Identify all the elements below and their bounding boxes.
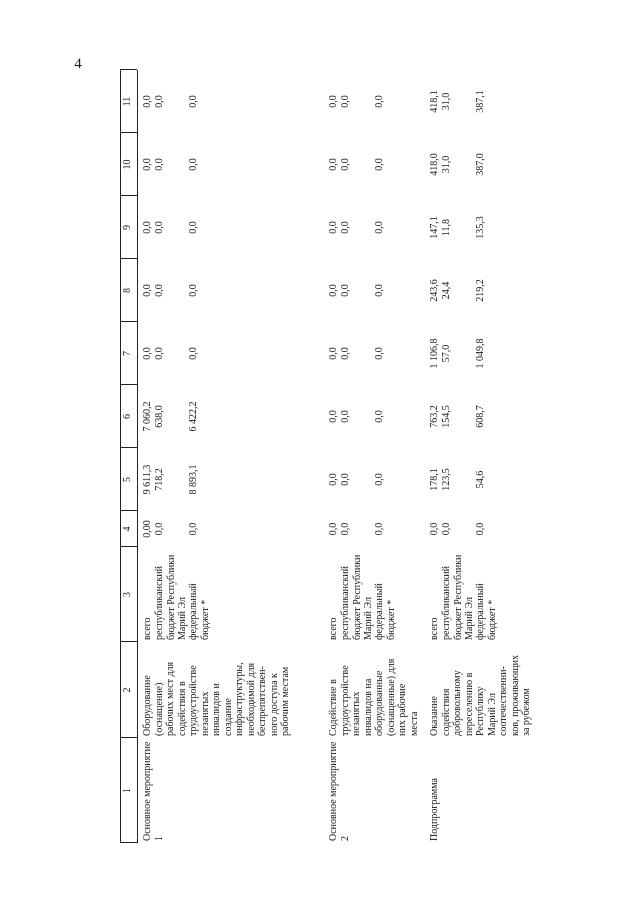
value-cell: 0,0 (142, 158, 153, 171)
value-cell: 0,0 (328, 284, 339, 297)
value-cell: 0,0 (142, 95, 153, 108)
value-cell: 31,0 (441, 155, 452, 174)
activity-description-line: Марий Эл (486, 693, 498, 736)
value-cell: 638,0 (154, 405, 165, 428)
activity-description-line: рабочим местам (280, 666, 291, 736)
activity-description-line: Оказание (429, 696, 440, 736)
value-cell: 0,0 (340, 410, 351, 423)
header-cell: 11 (122, 96, 133, 107)
value-cell: 0,0 (475, 522, 486, 536)
activity-description-line: места (408, 711, 420, 736)
value-cell: 0,0 (328, 473, 339, 486)
value-cell: 387,1 (475, 90, 486, 113)
value-cell: 0,0 (441, 522, 452, 536)
value-cell: 219,2 (475, 279, 486, 302)
value-cell: 9 611,3 (142, 464, 153, 495)
header-cell: 6 (122, 414, 133, 419)
header-bottom-rule (137, 70, 138, 843)
value-cell: 57,0 (441, 344, 452, 363)
value-cell: 0,0 (328, 158, 339, 171)
activity-description-line: инфраструктуры, (234, 662, 245, 736)
value-cell: 0,0 (154, 158, 165, 171)
value-cell: 8 893,1 (188, 464, 199, 495)
value-cell: 418,1 (429, 90, 440, 113)
value-cell: 24,4 (441, 281, 452, 300)
value-cell: 0,00 (142, 520, 153, 538)
activity-description-line: Оборудование (142, 675, 153, 736)
header-cell: 8 (122, 288, 133, 293)
value-cell: 0,0 (374, 221, 385, 234)
value-cell: 147,1 (429, 216, 440, 239)
activity-description-line: ного доступа к (268, 673, 280, 736)
page-number: 4 (74, 56, 82, 72)
value-cell: 0,0 (328, 410, 339, 423)
value-cell: 0,0 (374, 347, 385, 360)
activity-description-line: незанятых (199, 691, 211, 736)
value-cell: 0,0 (429, 522, 440, 536)
activity-description-line: трудоустройстве (188, 665, 199, 736)
activity-description-line: инвалидов и (211, 683, 222, 736)
activity-description-line: них рабочие (397, 683, 408, 736)
value-cell: 0,0 (142, 347, 153, 360)
header-cell: 10 (122, 159, 133, 170)
funding-source: всего (429, 617, 440, 640)
funding-source: федеральный бюджет * (188, 583, 211, 640)
value-cell: 6 422,2 (188, 401, 199, 432)
value-cell: 0,0 (328, 95, 339, 108)
value-cell: 0,0 (340, 347, 351, 360)
activity-description-line: (оснащенные) для (385, 658, 397, 736)
funding-source: республиканский бюджет Республики Марий Эл (340, 554, 374, 640)
program-name: Подпрограмма (429, 778, 440, 841)
program-name: Основное мероприятие 1 (142, 741, 165, 841)
value-cell: 178,1 (429, 468, 440, 491)
value-cell: 0,0 (154, 95, 165, 108)
header-divider (120, 69, 137, 70)
value-cell: 608,7 (475, 405, 486, 428)
activity-description-line: создание (222, 698, 234, 736)
value-cell: 135,3 (475, 216, 486, 239)
value-cell: 1 106,8 (429, 338, 440, 369)
value-cell: 7 060,2 (142, 401, 153, 432)
funding-source: республиканский бюджет Республики Марий Эл (441, 554, 475, 640)
value-cell: 0,0 (340, 158, 351, 171)
activity-description-line: беспрепятствен- (257, 666, 268, 736)
activity-description-line: ков, проживающих (509, 655, 521, 736)
activity-description-line: необходимой для (245, 662, 257, 736)
value-cell: 0,0 (188, 522, 199, 536)
activity-description-line: переселению в (463, 672, 475, 736)
activity-description-line: Республику (475, 686, 486, 736)
activity-description-line: инвалидов на (362, 678, 374, 736)
header-cell: 4 (122, 526, 133, 532)
value-cell: 0,0 (374, 284, 385, 297)
value-cell: 0,0 (340, 473, 351, 486)
value-cell: 763,2 (429, 405, 440, 428)
funding-source: всего (328, 617, 339, 640)
header-cell: 5 (122, 477, 133, 482)
value-cell: 31,0 (441, 92, 452, 111)
activity-description-line: рабочих мест для (165, 661, 176, 736)
value-cell: 0,0 (154, 347, 165, 360)
value-cell: 0,0 (142, 221, 153, 234)
funding-source: республиканский бюджет Республики Марий Эл (154, 554, 188, 640)
funding-source: федеральный бюджет * (374, 583, 397, 640)
program-name: Основное мероприятие 2 (328, 741, 351, 841)
value-cell: 0,0 (328, 522, 339, 536)
header-cell: 1 (122, 788, 133, 793)
value-cell: 0,0 (374, 473, 385, 486)
header-cell: 7 (122, 351, 133, 356)
value-cell: 418,0 (429, 153, 440, 176)
activity-description-line: Содействие в (328, 679, 339, 736)
value-cell: 0,0 (340, 221, 351, 234)
value-cell: 0,0 (188, 221, 199, 234)
activity-description-line: незанятых (351, 691, 362, 736)
value-cell: 0,0 (374, 522, 385, 536)
value-cell: 0,0 (188, 158, 199, 171)
value-cell: 0,0 (374, 158, 385, 171)
value-cell: 0,0 (188, 95, 199, 108)
value-cell: 54,6 (475, 470, 486, 489)
activity-description-line: соотечественни- (498, 666, 509, 736)
value-cell: 154,5 (441, 405, 452, 428)
rotated-table (120, 63, 640, 843)
value-cell: 0,0 (340, 284, 351, 297)
value-cell: 11,8 (441, 218, 452, 237)
table-top-rule (120, 70, 121, 843)
value-cell: 0,0 (328, 221, 339, 234)
activity-description-line: (оснащение) (153, 682, 165, 736)
value-cell: 1 049,8 (475, 338, 486, 369)
value-cell: 0,0 (154, 284, 165, 297)
activity-description-line: оборудованные (374, 670, 385, 736)
value-cell: 0,0 (340, 95, 351, 108)
value-cell: 0,0 (154, 522, 165, 536)
value-cell: 123,5 (441, 468, 452, 491)
header-cell: 9 (122, 225, 133, 230)
value-cell: 0,0 (142, 284, 153, 297)
funding-source: всего (142, 617, 153, 640)
activity-description-line: добровольному (452, 670, 463, 736)
activity-description-line: содействия в (176, 681, 188, 736)
activity-description-line: трудоустройстве (339, 665, 351, 736)
value-cell: 387,0 (475, 153, 486, 176)
value-cell: 0,0 (154, 221, 165, 234)
header-cell: 2 (122, 687, 133, 693)
value-cell: 0,0 (340, 522, 351, 536)
activity-description-line: за рубежом (521, 688, 532, 736)
value-cell: 0,0 (188, 347, 199, 360)
funding-source: федеральный бюджет * (475, 583, 498, 640)
value-cell: 0,0 (188, 284, 199, 297)
value-cell: 718,2 (154, 468, 165, 491)
value-cell: 0,0 (374, 95, 385, 108)
value-cell: 0,0 (374, 410, 385, 423)
value-cell: 243,6 (429, 279, 440, 302)
activity-description-line: содействия (440, 688, 452, 736)
value-cell: 0,0 (328, 347, 339, 360)
header-cell: 3 (122, 592, 133, 597)
